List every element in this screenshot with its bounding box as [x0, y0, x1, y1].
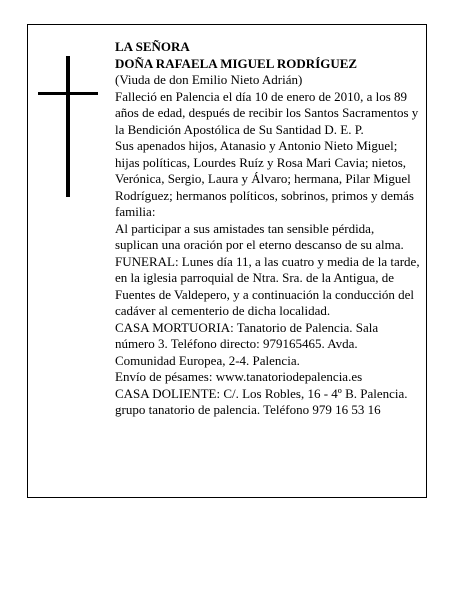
- deceased-name: DOÑA RAFAELA MIGUEL RODRÍGUEZ: [115, 55, 358, 71]
- funeral-paragraph: FUNERAL: Lunes día 11, a las cuatro y media de la tarde, en la iglesia parroquial de Ntra. Sra. de la Antigua, de Fuentes de Valdepero, y a continuación la conducción del cadáver al cementerio de dicha localidad.: [115, 253, 420, 318]
- obituary-text: [115, 39, 420, 419]
- mortuary-paragraph: CASA MORTUORIA: Tanatorio de Palencia. Sala número 3. Teléfono directo: 979165465. Avda. Comunidad Europea, 2-4. Palencia.: [115, 319, 379, 368]
- condolences-paragraph: Envío de pésames: www.tanatoriodepalencia.es: [115, 369, 363, 384]
- title-line-1: LA SEÑORA: [115, 39, 190, 54]
- prayer-paragraph: Al participar a sus amistades tan sensible pérdida, suplican una oración por el eterno descanso de su alma.: [115, 220, 404, 252]
- death-paragraph: Falleció en Palencia el día 10 de enero de 2010, a los 89 años de edad, después de recibir los Santos Sacramentos y la Bendición Apostólica de Su Santidad D. E. P.: [115, 88, 419, 137]
- cross-icon-bar: [38, 92, 98, 95]
- cross-icon: [66, 56, 70, 197]
- obituary-frame: [27, 24, 427, 498]
- family-paragraph: Sus apenados hijos, Atanasio y Antonio Nieto Miguel; hijas políticas, Lourdes Ruíz y Rosa Mari Cavia; nietos, Verónica, Sergio, Laura y Álvaro; hermana, Pilar Miguel Rodríguez; hermanos políticos, sobrinos, primos y demás familia:: [115, 138, 414, 219]
- home-paragraph: CASA DOLIENTE: C/. Los Robles, 16 - 4º B. Palencia.: [115, 385, 408, 401]
- footer-paragraph: grupo tanatorio de palencia. Teléfono 979 16 53 16: [115, 402, 381, 417]
- widow-note: (Viuda de don Emilio Nieto Adrián): [115, 72, 303, 87]
